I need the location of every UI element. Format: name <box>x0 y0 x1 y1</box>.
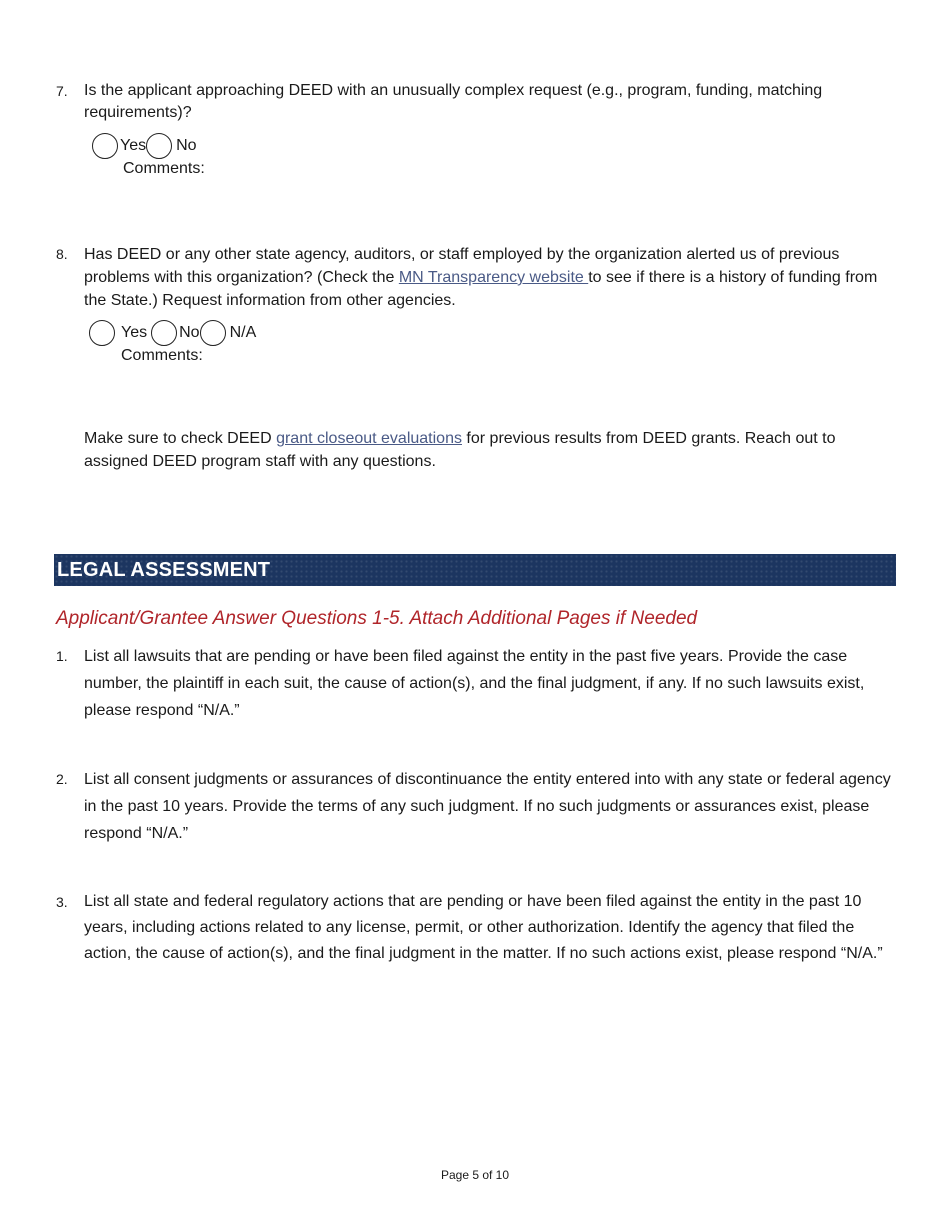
section-subtitle: Applicant/Grantee Answer Questions 1-5. Attach Additional Pages if Needed <box>56 608 698 629</box>
radio-no[interactable] <box>146 133 172 159</box>
comments-label: Comments: <box>121 347 203 364</box>
question-text: List all state and federal regulatory actions that are pending or have been filed against the entity in the past 10 years, including actions related to any license, permit, or other authorization. Identify the agency that filed the action, the cause of action(s), and the final judgment in the matter. If no such actions exist, please respond “N/A.” <box>84 893 883 962</box>
option-label-no: No <box>176 137 197 154</box>
option-na <box>200 320 257 346</box>
option-yes <box>89 320 151 346</box>
option-label-no: No <box>179 324 200 341</box>
question-number: 8. <box>56 246 68 262</box>
question-number: 2. <box>56 771 68 787</box>
question-7-options <box>92 133 197 159</box>
question-number: 3. <box>56 894 68 910</box>
note-text-part: Make sure to check DEED <box>84 430 277 447</box>
section-title: LEGAL ASSESSMENT <box>57 559 271 581</box>
question-text: List all consent judgments or assurances of discontinuance the entity entered into with any state or federal agency in the past 10 years. Provide the terms of any such judgment. If no such judgments or assurances exist, please respond “N/A.” <box>84 771 891 842</box>
option-label-yes: Yes <box>121 324 148 341</box>
option-no <box>146 133 196 159</box>
question-text-part: to see if there is a history of funding from the State.) Request information from other agencies. <box>84 269 878 309</box>
option-yes <box>92 133 146 159</box>
question-8 <box>56 243 896 312</box>
radio-yes[interactable] <box>89 320 115 346</box>
page-number: Page 5 of 10 <box>440 1168 510 1182</box>
option-label-yes: Yes <box>120 137 147 154</box>
question-text-part: Has DEED or any other state agency, auditors, or staff employed by the organization alerted us of previous problems with this organization? (Check the <box>84 246 840 286</box>
grant-closeout-link[interactable]: grant closeout evaluations <box>276 430 462 447</box>
question-number: 7. <box>56 83 68 99</box>
comments-label: Comments: <box>123 160 205 177</box>
option-label-na: N/A <box>229 324 257 341</box>
closeout-note <box>84 427 874 473</box>
question-8-options <box>89 320 256 346</box>
legal-question-3 <box>56 889 898 967</box>
question-number: 1. <box>56 648 68 664</box>
radio-na[interactable] <box>200 320 226 346</box>
note-text-part: for previous results from DEED grants. Reach out to assigned DEED program staff with any questions. <box>84 430 836 470</box>
section-header-bar <box>54 554 896 586</box>
radio-yes[interactable] <box>92 133 118 159</box>
question-7 <box>56 80 896 124</box>
question-text: List all lawsuits that are pending or have been filed against the entity in the past five years. Provide the case number, the plaintiff in each suit, the cause of action(s), and the final judgment, if any. If no such lawsuits exist, please respond “N/A.” <box>84 648 865 719</box>
mn-transparency-link[interactable]: MN Transparency website <box>398 269 589 286</box>
question-text <box>84 243 896 312</box>
option-no <box>151 320 199 346</box>
question-text: Is the applicant approaching DEED with an unusually complex request (e.g., program, funding, matching requirements)? <box>84 82 823 121</box>
legal-question-2 <box>56 766 898 847</box>
radio-no[interactable] <box>151 320 177 346</box>
legal-question-1 <box>56 643 898 724</box>
